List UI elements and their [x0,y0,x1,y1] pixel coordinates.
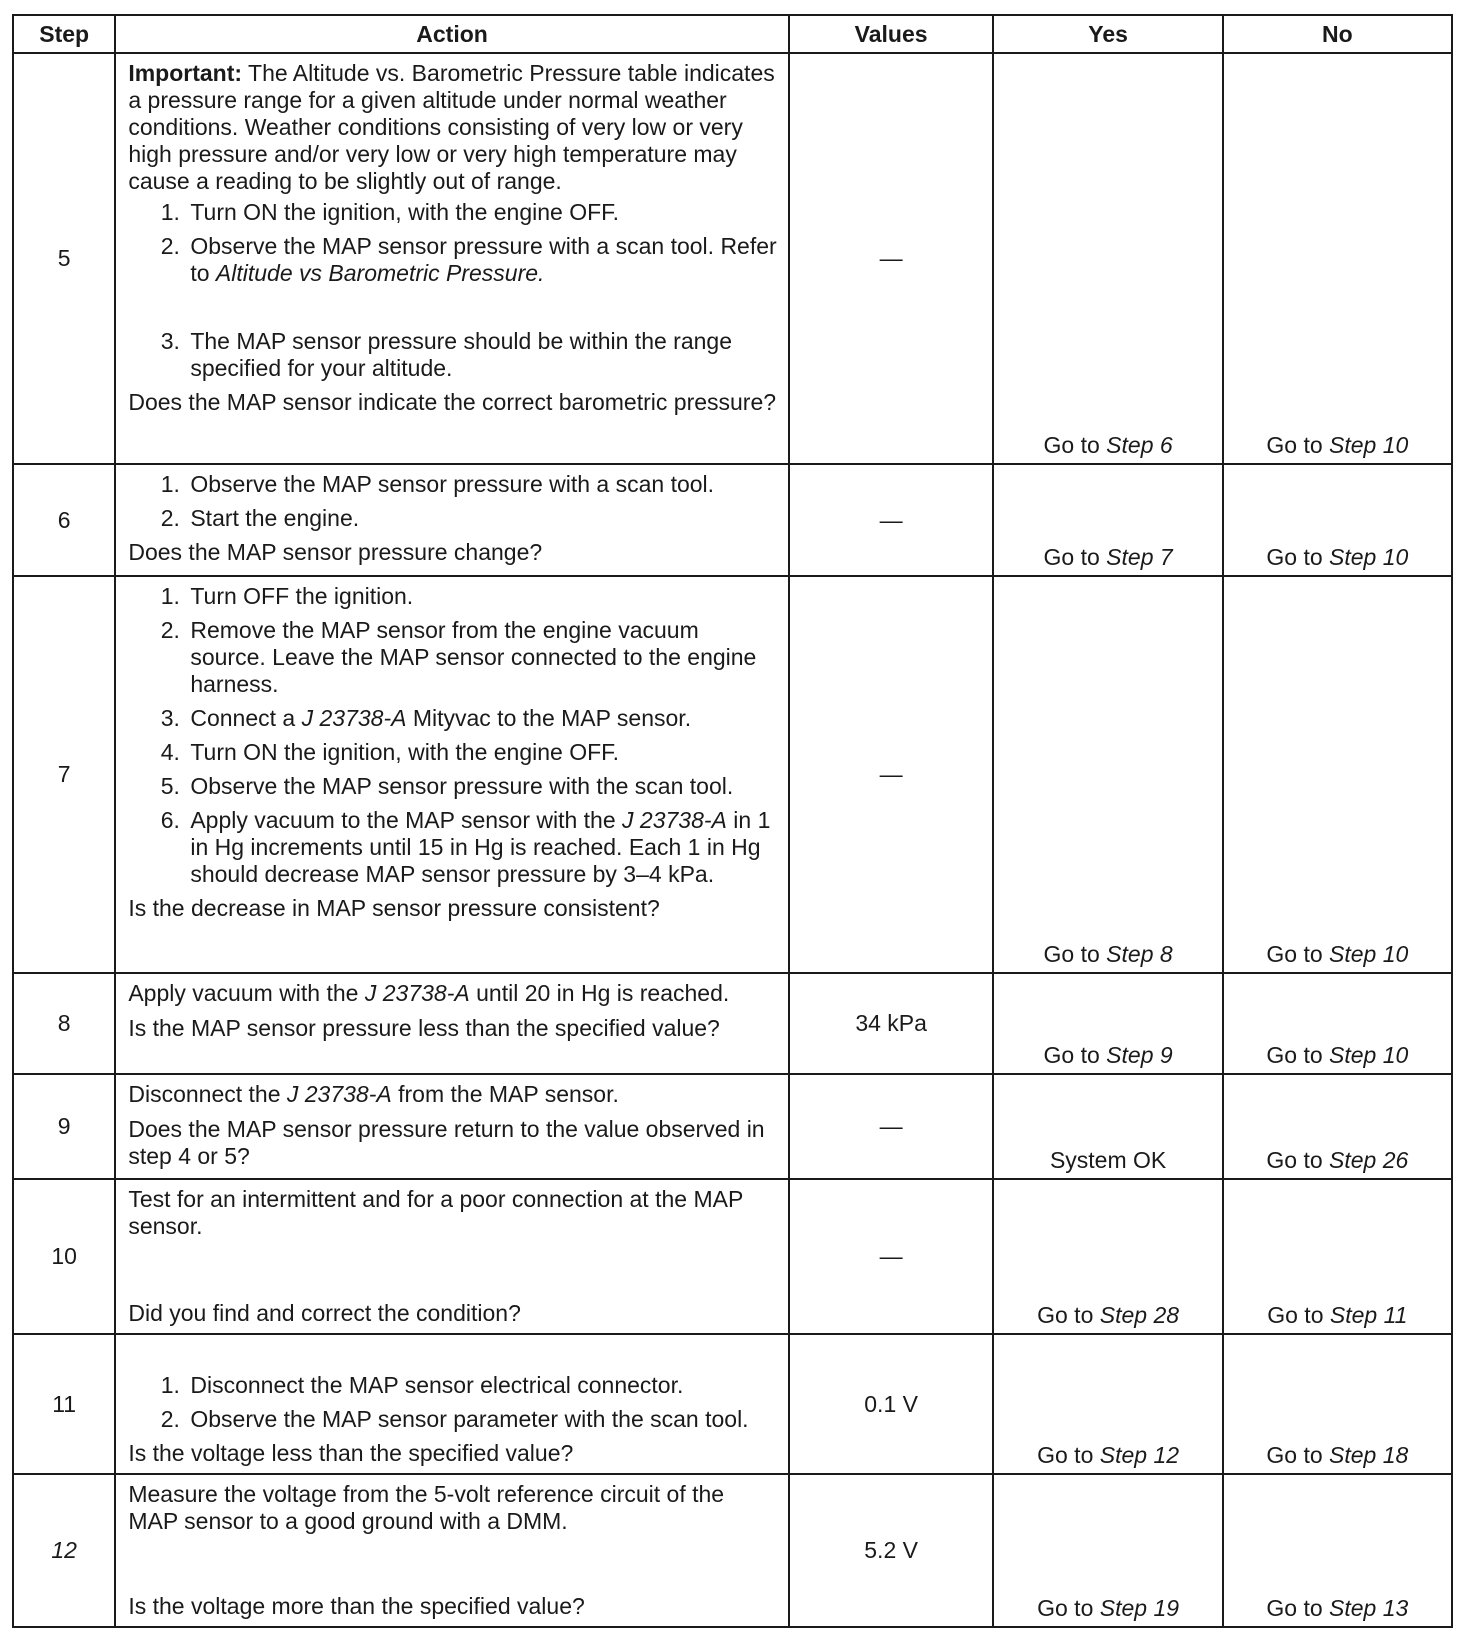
no-cell [1223,576,1452,973]
header-no: No [1223,15,1452,53]
yes-cell [993,973,1222,1075]
action-step: 2. Remove the MAP sensor from the engine vacuum source. Leave the MAP sensor connected to the engine harness. [186,617,777,698]
header-yes: Yes [993,15,1222,53]
important-note [128,60,777,195]
action-step [186,233,777,321]
yes-cell [993,1179,1222,1334]
no-step-link[interactable]: Step 10 [1329,432,1409,459]
header-action: Action [115,15,788,53]
action-cell [115,1334,788,1474]
value-cell: 5.2 V [789,1474,994,1627]
question: Did you find and correct the condition? [128,1299,521,1326]
goto-text: Go to [1266,940,1323,967]
table-row-step-7 [13,576,1452,973]
header-values: Values [789,15,994,53]
action-text [128,1081,777,1108]
text-part: Apply vacuum with the [128,979,359,1006]
step-text: Apply vacuum to the MAP sensor with the [190,806,616,833]
header-row [13,15,1452,53]
action-step: 2. Observe the MAP sensor parameter with the scan tool. [186,1406,777,1433]
table-row-step-9 [13,1074,1452,1179]
text-part: from the MAP sensor. [398,1081,619,1108]
yes-cell [993,53,1222,464]
action-step: 1. Turn OFF the ignition. [186,583,777,610]
action-step [186,807,777,888]
no-cell [1223,1474,1452,1627]
important-text: The Altitude vs. Barometric Pressure table indicates a pressure range for a given altitude under normal weather conditions. Weather conditions consisting of very low or very high pressure and/or very low or very high temperature may cause a reading to be slightly out of range. [128,60,775,194]
value-cell: 34 kPa [789,973,994,1075]
step-number: 11 [13,1334,115,1474]
no-cell [1223,53,1452,464]
table-row-step-10 [13,1179,1452,1334]
text-part: until 20 in Hg is reached. [476,979,730,1006]
goto-text: Go to [1043,1042,1100,1069]
step-text: in 1 in Hg increments until 15 in Hg is reached. Each 1 in Hg should decrease MAP sensor pressure by 3–4 kPa. [190,806,771,887]
yes-step-link[interactable]: Step 9 [1106,1042,1173,1069]
question: Is the decrease in MAP sensor pressure consistent? [128,894,660,921]
action-cell [115,973,788,1075]
yes-cell [993,1334,1222,1474]
goto-text: Go to [1043,543,1100,570]
tool-reference[interactable]: J 23738-A [622,806,727,833]
goto-text: Go to [1267,1301,1324,1328]
yes-cell [993,576,1222,973]
value-cell: — [789,53,994,464]
yes-step-link[interactable]: Step 19 [1099,1595,1180,1621]
step-number: 5 [13,53,115,464]
goto-text: Go to [1266,543,1323,570]
important-label: Important: [128,60,243,86]
action-text: Test for an intermittent and for a poor connection at the MAP sensor. [128,1186,743,1240]
table-row-step-5 [13,53,1452,464]
goto-text: Go to [1037,1301,1094,1328]
action-text: Measure the voltage from the 5-volt reference circuit of the MAP sensor to a good ground with a DMM. [128,1481,725,1535]
reference-link[interactable]: Altitude vs Barometric Pressure. [215,260,545,286]
no-step-link[interactable]: Step 18 [1329,1442,1409,1469]
step-number: 12 [13,1474,115,1627]
question: Does the MAP sensor pressure change? [128,539,543,566]
action-steps [128,199,777,382]
no-cell [1223,1334,1452,1474]
no-cell [1223,1074,1452,1179]
step-number: 6 [13,464,115,576]
action-cell [115,1179,788,1334]
action-text [128,980,777,1007]
value-cell: — [789,464,994,576]
value-cell: — [789,576,994,973]
action-step: 4. Turn ON the ignition, with the engine OFF. [186,739,777,766]
value-cell: 0.1 V [789,1334,994,1474]
yes-cell: System OK [993,1074,1222,1179]
no-cell [1223,464,1452,576]
action-cell [115,53,788,464]
goto-text: Go to [1266,1147,1323,1174]
action-step [186,328,777,382]
no-step-link[interactable]: Step 10 [1329,940,1409,967]
step-number: 9 [13,1074,115,1179]
action-cell [115,1474,788,1627]
no-cell [1223,1179,1452,1334]
text-part: Disconnect the [128,1081,281,1108]
goto-text: Go to [1266,1042,1323,1069]
goto-text: Go to [1266,1595,1323,1621]
tool-reference[interactable]: J 23738-A [364,979,470,1006]
yes-step-link[interactable]: Step 12 [1099,1442,1180,1469]
goto-text: Go to [1266,432,1323,459]
yes-step-link[interactable]: Step 28 [1099,1301,1180,1328]
tool-reference[interactable]: J 23738-A [301,704,407,731]
action-step [186,705,777,732]
no-step-link[interactable]: Step 10 [1329,1042,1409,1069]
value-cell: — [789,1074,994,1179]
question: Does the MAP sensor pressure return to the value observed in step 4 or 5? [128,1116,765,1170]
action-step: 1. Disconnect the MAP sensor electrical connector. [186,1372,777,1399]
goto-text: Go to [1043,940,1100,967]
no-cell [1223,973,1452,1075]
no-step-link[interactable]: Step 26 [1329,1147,1409,1174]
no-step-link[interactable]: Step 10 [1329,543,1409,570]
action-cell [115,576,788,973]
table-row-step-8 [13,973,1452,1075]
yes-cell [993,464,1222,576]
step-text: Turn ON the ignition, with the engine OFF. [190,199,620,225]
yes-cell [993,1474,1222,1627]
action-step: 1. Observe the MAP sensor pressure with a scan tool. [186,471,777,498]
table-row-step-11 [13,1334,1452,1474]
table-row-step-12 [13,1474,1452,1627]
no-step-link[interactable]: Step 11 [1329,1301,1408,1328]
step-number: 10 [13,1179,115,1334]
goto-text: Go to [1266,1442,1323,1469]
header-step: Step [13,15,115,53]
action-steps [128,471,777,532]
action-step: 5. Observe the MAP sensor pressure with the scan tool. [186,773,777,800]
question: Is the voltage more than the specified value? [128,1593,585,1619]
yes-step-link[interactable]: Step 8 [1106,940,1173,967]
yes-step-link[interactable]: Step 7 [1106,543,1173,570]
action-step [186,199,777,226]
step-text: Mityvac to the MAP sensor. [412,704,692,731]
tool-reference[interactable]: J 23738-A [286,1081,392,1108]
action-cell [115,1074,788,1179]
question: Is the MAP sensor pressure less than the specified value? [128,1014,720,1041]
action-step: 2. Start the engine. [186,505,777,532]
goto-text: Go to [1037,1442,1094,1469]
yes-step-link[interactable]: Step 6 [1106,432,1173,459]
table-row-step-6 [13,464,1452,576]
action-cell [115,464,788,576]
question: Does the MAP sensor indicate the correct barometric pressure? [128,389,777,415]
question: Is the voltage less than the specified value? [128,1440,574,1467]
step-text: The MAP sensor pressure should be within the range specified for your altitude. [190,328,733,381]
goto-text: Go to [1037,1595,1094,1621]
value-cell: — [789,1179,994,1334]
step-number: 7 [13,576,115,973]
step-number: 8 [13,973,115,1075]
diagnostic-table [12,14,1453,1628]
step-text: Connect a [190,704,296,731]
action-steps [128,1372,777,1433]
goto-text: Go to [1043,432,1100,459]
action-steps [128,583,777,888]
no-step-link[interactable]: Step 13 [1329,1595,1409,1621]
step-text: Observe the MAP sensor pressure with a scan tool. Refer to [190,233,777,286]
